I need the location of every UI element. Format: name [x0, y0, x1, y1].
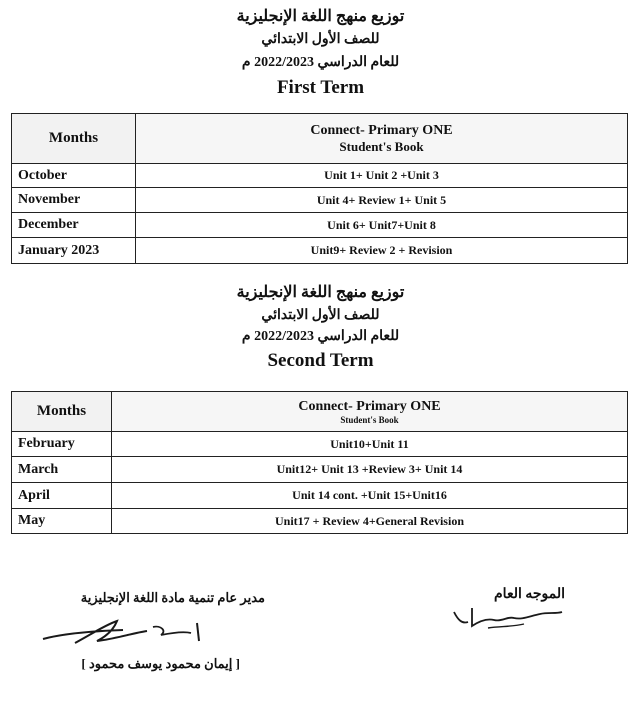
book-subtitle: Student's Book: [340, 414, 399, 425]
month-cell: January 2023: [12, 238, 136, 264]
term1-header-line1: توزيع منهج اللغة الإنجليزية: [236, 8, 405, 25]
table-row: [12, 483, 628, 509]
table-header-row: [12, 114, 628, 164]
table-row: [12, 213, 628, 238]
month-cell: February: [12, 432, 112, 457]
units-cell: Unit 4+ Review 1+ Unit 5: [136, 188, 628, 213]
book-title: Connect- Primary ONE: [310, 122, 453, 138]
month-cell: April: [12, 483, 112, 509]
table-row: [12, 432, 628, 457]
table-header-row: [12, 392, 628, 432]
director-title: مدير عام تنمية مادة اللغة الإنجليزية: [80, 590, 265, 605]
director-signature-image: [35, 613, 205, 653]
term2-table: [11, 391, 628, 534]
term1-header-line2: للصف الأول الابتدائي: [261, 32, 380, 47]
units-cell: Unit17 + Review 4+General Revision: [112, 509, 628, 534]
month-cell: March: [12, 457, 112, 483]
month-cell: May: [12, 509, 112, 534]
supervisor-signature-image: [448, 600, 568, 636]
supervisor-title: الموجه العام: [494, 587, 565, 602]
month-cell: December: [12, 213, 136, 238]
term2-header-line2: للصف الأول الابتدائي: [261, 308, 380, 323]
term2-header-line1: توزيع منهج اللغة الإنجليزية: [236, 284, 405, 301]
director-name: [ إيمان محمود يوسف محمود ]: [81, 656, 240, 671]
book-column-header: [136, 114, 628, 164]
book-subtitle: Student's Book: [339, 138, 424, 154]
units-cell: Unit 14 cont. +Unit 15+Unit16: [112, 483, 628, 509]
table-row: [12, 164, 628, 188]
table-row: [12, 457, 628, 483]
months-column-header: Months: [12, 392, 112, 432]
table-row: [12, 509, 628, 534]
term1-header-line3: للعام الدراسي 2022/2023 م: [241, 55, 400, 70]
term1-table: [11, 113, 628, 264]
units-cell: Unit 6+ Unit7+Unit 8: [136, 213, 628, 238]
month-cell: November: [12, 188, 136, 213]
term2-title: Second Term: [267, 350, 374, 371]
term1-title: First Term: [276, 77, 365, 98]
term2-header-line3: للعام الدراسي 2022/2023 م: [241, 329, 400, 344]
book-title: Connect- Primary ONE: [298, 398, 441, 414]
units-cell: Unit9+ Review 2 + Revision: [136, 238, 628, 264]
units-cell: Unit10+Unit 11: [112, 432, 628, 457]
table-row: [12, 238, 628, 264]
month-cell: October: [12, 164, 136, 188]
units-cell: Unit12+ Unit 13 +Review 3+ Unit 14: [112, 457, 628, 483]
table-row: [12, 188, 628, 213]
book-column-header: [112, 392, 628, 432]
units-cell: Unit 1+ Unit 2 +Unit 3: [136, 164, 628, 188]
months-column-header: Months: [12, 114, 136, 164]
